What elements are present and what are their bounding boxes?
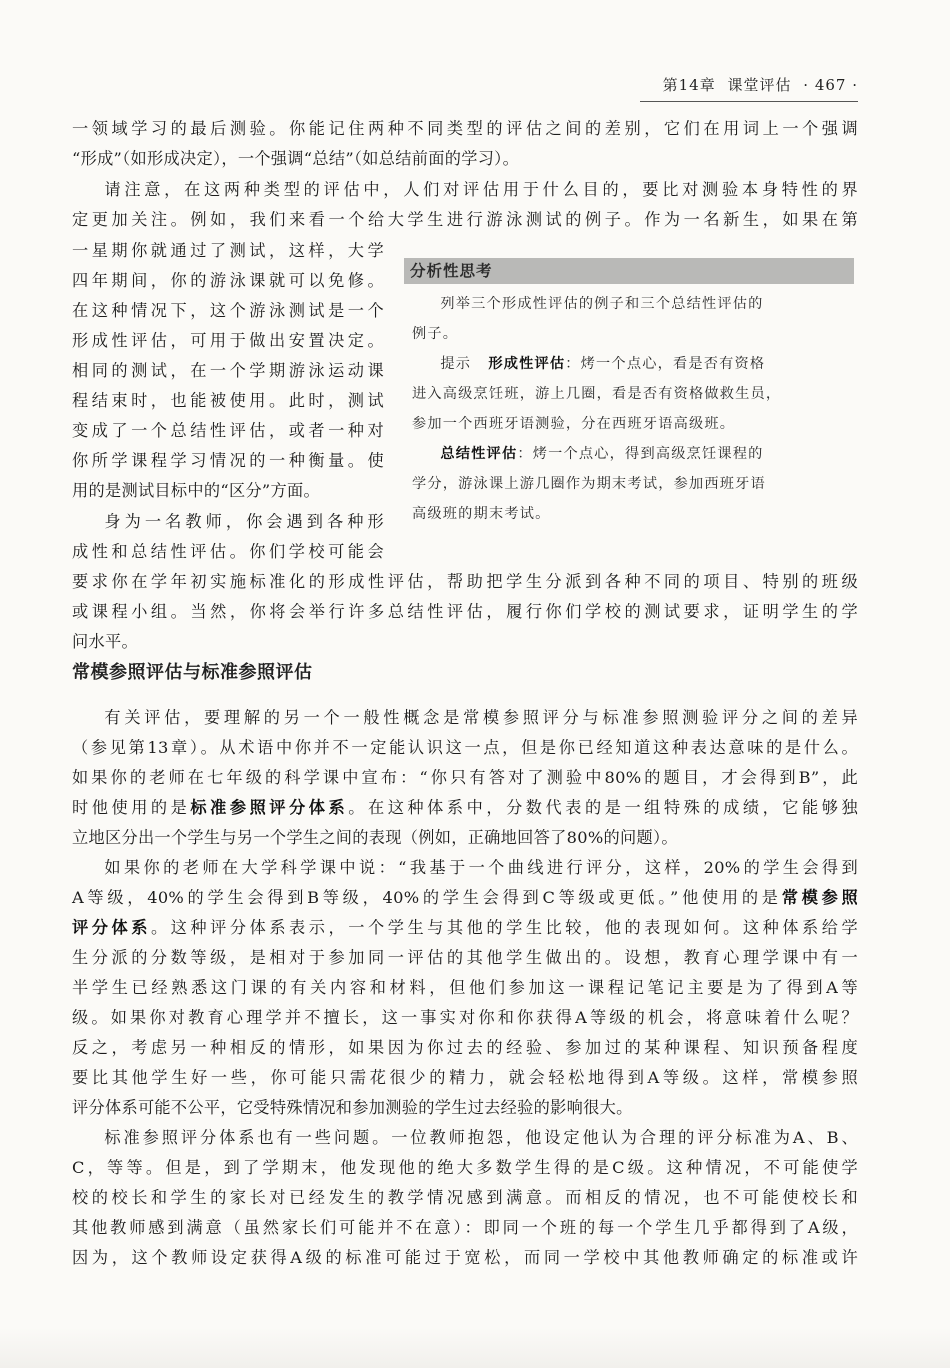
p2-narrow-1: 一星期你就通过了测试，这样，大学 (72, 241, 384, 260)
p5-line5: 半学生已经熟悉这门课的有关内容和材料，但他们参加这一课程记笔记主要是为了得到A等 (72, 978, 858, 997)
analytical-thinking-box (404, 258, 854, 528)
p4-line4-post: 。在这种体系中，分数代表的是一组特殊的成绩，它能够独 (348, 798, 858, 817)
p5-line1: 如果你的老师在大学科学课中说：“我基于一个曲线进行评分，这样，20%的学生会得到 (104, 858, 858, 877)
p2-narrow-4: 形成性评估，可用于做出安置决定。 (72, 331, 384, 350)
summative-label: 总结性评估 (440, 446, 518, 462)
p6-line2: C，等等。但是，到了学期末，他发现他的绝大多数学生得的是C级。这种情况，不可能使学 (72, 1158, 858, 1177)
hint-label: 提示 (440, 356, 472, 372)
p6-line5: 因为，这个教师设定获得A级的标准可能过于宽松，而同一学校中其他教师确定的标准或许 (72, 1248, 858, 1267)
p3-line3: 问水平。 (72, 632, 138, 651)
p5-line3-post: 。这种评分体系表示，一个学生与其他的学生比较，他的表现如何。这种体系给学 (150, 918, 859, 937)
p5-line2-pre: A等级，40%的学生会得到B等级，40%的学生会得到C等级或更低。”他使用的是 (72, 888, 782, 907)
box-question-2: 例子。 (412, 326, 459, 342)
summative-text-3: 高级班的期末考试。 (412, 506, 551, 522)
p1-line1: 一领域学习的最后测验。你能记住两种不同类型的评估之间的差别，它们在用词上一个强调 (72, 119, 858, 138)
p5-line7: 反之，考虑另一种相反的情形，如果因为你过去的经验、参加过的某种课程、知识预备程度 (72, 1038, 858, 1057)
box-summative-line1 (412, 440, 852, 470)
p3-line1: 要求你在学年初实施标准化的形成性评估，帮助把学生分派到各种不同的项目、特别的班级 (72, 572, 858, 591)
p6-line4: 其他教师感到满意（虽然家长们可能并不在意）：即同一个班的每一个学生几乎都得到了A级， (72, 1218, 858, 1237)
p2-narrow-8: 你所学课程学习情况的一种衡量。使 (72, 451, 384, 470)
p2-narrow-7: 变成了一个总结性评估，或者一种对 (72, 421, 384, 440)
p4-line1: 有关评估，要理解的另一个一般性概念是常模参照评分与标准参照测验评分之间的差异 (104, 708, 858, 727)
chapter-title: 课堂评估 (727, 76, 792, 94)
p4-line3: 如果你的老师在七年级的科学课中宣布：“你只有答对了测验中80%的题目，才会得到B”，此 (72, 768, 858, 787)
p3-narrow-1: 身为一名教师，你会遇到各种形 (104, 512, 384, 531)
p4-line5: 立地区分出一个学生与另一个学生之间的表现（例如，正确地回答了80%的问题）。 (72, 828, 678, 847)
p6-line3: 校的校长和学生的家长对已经发生的教学情况感到满意。而相反的情况，也不可能使校长和 (72, 1188, 858, 1207)
summative-text-2: 学分，游泳课上游几圈作为期末考试，参加西班牙语 (412, 476, 766, 492)
p6-line1: 标准参照评分体系也有一些问题。一位教师抱怨，他设定他认为合理的评分标准为A、B、 (104, 1128, 858, 1147)
formative-text-1: ：烤一个点心，看是否有资格 (565, 356, 766, 372)
formative-text-2: 进入高级烹饪班，游上几圈，看是否有资格做救生员， (412, 386, 782, 402)
summative-text-1: ：烤一个点心，得到高级烹饪课程的 (517, 446, 764, 462)
p4-line4 (72, 793, 858, 823)
p4-line4-pre: 时他使用的是 (72, 798, 191, 817)
p2-narrow-3: 在这种情况下，这个游泳测试是一个 (72, 301, 384, 320)
formative-text-3: 参加一个西班牙语测验，分在西班牙语高级班。 (412, 416, 736, 432)
p5-line3 (72, 913, 858, 943)
chapter-label: 第14章 (662, 76, 716, 94)
formative-label: 形成性评估 (488, 356, 566, 372)
p5-line6: 级。如果你对教育心理学并不擅长，这一事实对你和你获得A等级的机会，将意味着什么呢？ (72, 1008, 858, 1027)
header-rule (640, 101, 858, 102)
p5-line2 (72, 883, 858, 913)
box-formative-line1 (412, 350, 852, 380)
p5-line8: 要比其他学生好一些，你可能只需花很少的精力，就会轻松地得到A等级。这样，常模参照 (72, 1068, 858, 1087)
p3-line2: 或课程小组。当然，你将会举行许多总结性评估，履行你们学校的测试要求，证明学生的学 (72, 602, 858, 621)
section-heading: 常模参照评估与标准参照评估 (72, 662, 313, 683)
box-question-1: 列举三个形成性评估的例子和三个总结性评估的 (440, 296, 764, 312)
page-number: · 467 · (803, 76, 858, 94)
p1-line2: “形成”（如形成决定），一个强调“总结”（如总结前面的学习）。 (72, 149, 520, 168)
norm-referenced-term-a: 常模参照 (781, 888, 858, 907)
criterion-referenced-term: 标准参照评分体系 (190, 798, 349, 817)
running-header (657, 74, 858, 95)
norm-referenced-term-b: 评分体系 (72, 918, 151, 937)
box-title: 分析性思考 (404, 258, 854, 284)
p3-narrow-2: 成性和总结性评估。你们学校可能会 (72, 542, 384, 561)
p2-narrow-5: 相同的测试，在一个学期游泳运动课 (72, 361, 384, 380)
p5-line9: 评分体系可能不公平，它受特殊情况和参加测验的学生过去经验的影响很大。 (72, 1098, 633, 1117)
p2-line2: 定更加关注。例如，我们来看一个给大学生进行游泳测试的例子。作为一名新生，如果在第 (72, 210, 858, 229)
p2-line1: 请注意，在这两种类型的评估中，人们对评估用于什么目的，要比对测验本身特性的界 (104, 180, 858, 199)
page-bottom-shadow (0, 1328, 950, 1368)
p2-narrow-2: 四年期间，你的游泳课就可以免修。 (72, 271, 384, 290)
p2-narrow-6: 程结束时，也能被使用。此时，测试 (72, 391, 384, 410)
p2-narrow-9: 用的是测试目标中的“区分”方面。 (72, 481, 320, 500)
p4-line2: （参见第13章）。从术语中你并不一定能认识这一点，但是你已经知道这种表达意味的是什么。 (72, 738, 858, 757)
p5-line4: 生分派的分数等级，是相对于参加同一评估的其他学生做出的。设想，教育心理学课中有一 (72, 948, 858, 967)
